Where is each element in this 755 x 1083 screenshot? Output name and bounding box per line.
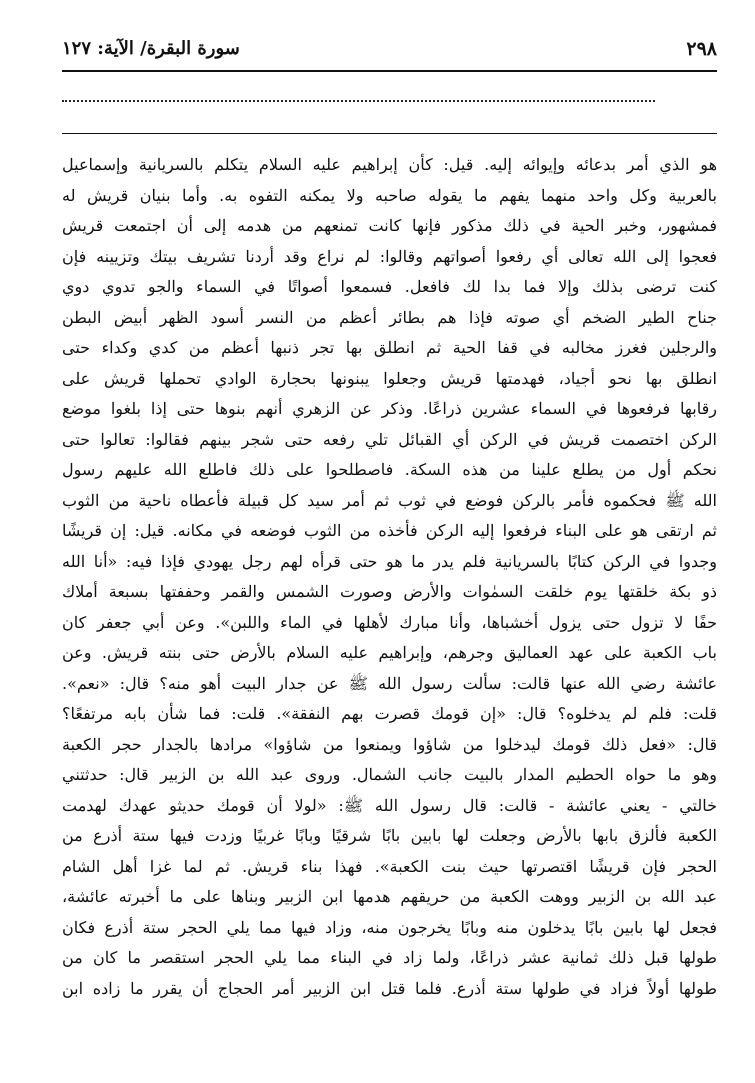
text-line: والرجلين فغرز مخالبه في قفا الحية ثم انطلق بها تجر ذنبها أعظم من كدي وكداء حتى [62, 338, 717, 357]
text-line: نحكم أول من يطلع علينا من هذه السكة. فاصطلحوا على ذلك فاطلع الله عليهم رسول [62, 460, 717, 479]
dotted-separator [62, 100, 655, 102]
text-line: خالتي - يعني عائشة - قالت: قال رسول الله ﷺ: «لولا أن قومك حديثو عهدك لهدمت [62, 795, 717, 815]
text-line: الركن اختصمت قريش في الركن أي القبائل تلي رفعه حتى شجر بينهم فقالوا: تعالوا حتى [62, 429, 717, 449]
header-divider [62, 70, 717, 72]
text-line: عائشة رضي الله عنها قالت: سألت رسول الله ﷺ عن جدار البيت أهو منه؟ قال: «نعم». [62, 673, 717, 693]
text-line: طولها قبل ذلك ثمانية عشر ذراعًا، ولما زاد في البناء مما يلي الحجر استقصر ما كان من [62, 948, 717, 967]
text-line: طولها أولاً فزاد في طولها ستة أذرع. فلما قتل ابن الزبير أمر الحجاج أن يقرر ما زاده ابن [62, 978, 717, 998]
text-line: وجدوا في الركن كتابًا بالسريانية فلم يدر ما هو حتى قرأه لهم رجل يهودي فإذا فيه: «أنا الله [62, 551, 717, 571]
text-line: فجعل لها بابين بابًا يدخلون منه وبابًا يخرجون منه، وزاد فيها مما يلي الحجر ستة أذرع فكان [62, 917, 717, 937]
text-line: الله ﷺ فحكموه فأمر بالركن فوضع في ثوب ثم أمر سيد كل قبيلة فأعطاه ناحية من الثوب [62, 490, 717, 510]
text-line: عبد الله بن الزبير ووهت الكعبة من حريقهم هدمها ابن الزبير وبناها على ما أخبرته عائشة، [62, 887, 717, 906]
text-line: ثم ارتقى هو على البناء فرفعوا إليه الركن فأخذه من الثوب فوضعه في مكانه. قيل: إن قريشًا [62, 521, 717, 540]
section-divider [62, 133, 717, 134]
text-line: انطلق بها نحو أجياد، فهدمتها قريش وجعلوا يبنونها بحجارة الوادي تحملها قريش على [62, 368, 717, 388]
text-line: بالعربية وكل واحد منهما يفهم ما يقوله صاحبه ولا يمكنه التفوه به. وأما بنيان قريش له [62, 185, 717, 205]
text-line: كنت ترضى بذلك وإلا فما بدا لك فافعل. فسمعوا أصواتًا في السماء والجو تدوي دوي [62, 277, 717, 296]
text-line: الحجر فإن قريشًا اقتصرتها حيث بنت الكعبة». فهذا بناء قريش. ثم لما غزا أهل الشام [62, 856, 717, 876]
text-line: باب الكعبة على عهد العماليق وجرهم، وإبراهيم عليه السلام بالأرض حتى بنته قريش. وعن [62, 643, 717, 662]
page-header [62, 38, 717, 68]
main-text [62, 150, 717, 1004]
text-line: جناح الطير الضخم أي صوته فإذا هم بطائر أعظم من النسر أسود الظهر أبيض البطن [62, 307, 717, 327]
text-line: قال: «فعل ذلك قومك ليدخلوا من شاؤوا ويمنعوا من شاؤوا» مرادها بالجدار حجر الكعبة [62, 734, 717, 754]
text-line: حفًا لا تزول حتى يزول أخشباها، وأنا مبارك لأهلها في الماء واللبن». وعن أبي جعفر كان [62, 612, 717, 632]
text-line: فعجوا إلى الله تعالى أي رفعوا أصواتهم وقالوا: لم نراع وقد أردنا تشريف بيتك وتزيينه فإن [62, 246, 717, 266]
text-line: رقابها فرفعوها في السماء عشرين ذراعًا. وذكر عن الزهري أنهم بنوها حتى إذا بلغوا موضع [62, 399, 717, 418]
text-line: قلت: فلم لم يدخلوه؟ قال: «إن قومك قصرت بهم النفقة». قلت: فما شأن بابه مرتفعًا؟ [62, 704, 717, 723]
text-line: وهو ما حواه الحطيم المدار بالبيت جانب الشمال. وروى عبد الله بن الزبير قال: حدثتني [62, 765, 717, 784]
text-line: هو الذي أمر بدعائه وإيوائه إليه. قيل: كأن إبراهيم عليه السلام يتكلم بالسريانية وإسماعيل [62, 155, 717, 174]
surah-verse-reference: سورة البقرة/ الآية: ١٢٧ [62, 38, 240, 59]
text-line: ذو بكة خلقتها يوم خلقت السمٰوات والأرض وصورت الشمس والقمر وحففتها بسبعة أملاك [62, 582, 717, 601]
text-line: فمشهور، وخبر الحية في ذلك مذكور فإنها كانت تمنعهم من هدمه إلى أن اجتمعت قريش [62, 216, 717, 235]
text-line: الكعبة فألزق بابها بالأرض وجعلت لها بابين بابًا شرقيًا وبابًا غربيًا وزدت فيها ستة أذرع من [62, 826, 717, 845]
page-number: ٢٩٨ [686, 38, 717, 60]
